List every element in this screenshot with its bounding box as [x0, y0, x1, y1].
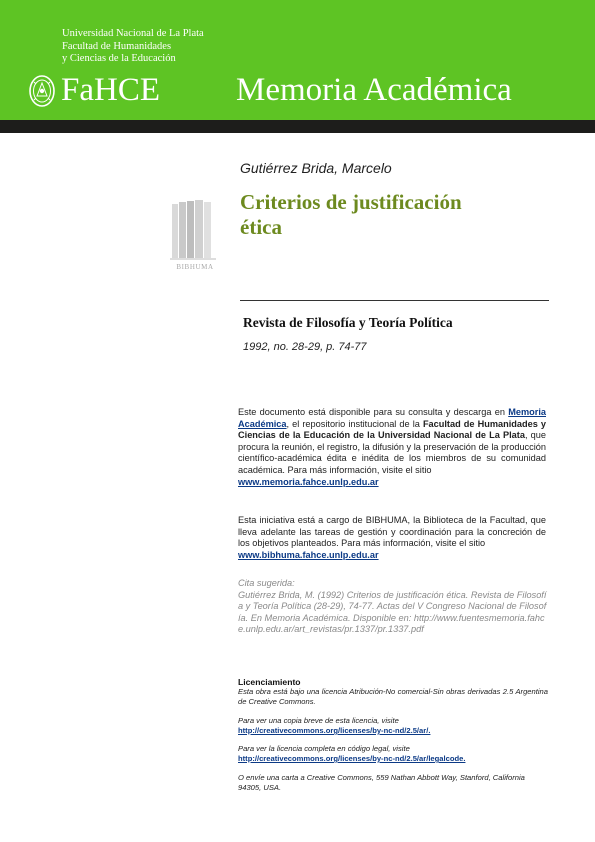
memoria-academica-link[interactable]: Memoria Académica	[238, 407, 546, 429]
article-author: Gutiérrez Brida, Marcelo	[240, 160, 392, 176]
bibhuma-description	[238, 515, 546, 561]
suggested-citation	[238, 578, 548, 636]
license-text: Esta obra está bajo una licencia Atribución-No comercial-Sin obras derivadas 2.5 Argentina de Creative Commons.	[238, 687, 548, 706]
title-line-1: Criterios de justificación	[240, 190, 462, 214]
faculty-name-bold: Facultad de Humanidades y Ciencias de la Educación de la Universidad Nacional de La Plata	[238, 418, 546, 441]
journal-name: Revista de Filosofía y Teoría Política	[243, 315, 453, 330]
section-divider	[240, 300, 549, 301]
bibhuma-text: Esta iniciativa está a cargo de BIBHUMA, la Biblioteca de la Facultad, que lleva adelante las tareas de gestión y coordinación para la concreción de los objetivos planteados. Para más información, visite el sitio	[238, 515, 546, 549]
title-line-2: ética	[240, 215, 282, 239]
license-mail: O envíe una carta a Creative Commons, 559 Nathan Abbott Way, Stanford, California 94305, USA.	[238, 773, 525, 792]
license-short	[238, 716, 548, 736]
memoria-url-link[interactable]: www.memoria.fahce.unlp.edu.ar	[238, 476, 379, 487]
issue-pages: 1992, no. 28-29, p. 74-77	[243, 341, 367, 353]
repository-description	[238, 407, 546, 488]
license-heading: Licenciamiento	[238, 677, 301, 687]
bibhuma-url-link[interactable]: www.bibhuma.fahce.unlp.edu.ar	[238, 549, 379, 560]
license-short-label: Para ver una copia breve de esta licencia, visite	[238, 716, 399, 725]
fahce-logo-text: FaHCE	[61, 72, 160, 108]
faculty-line-2: y Ciencias de la Educación	[62, 53, 176, 64]
license-short-link[interactable]: http://creativecommons.org/licenses/by-nc-nd/2.5/ar/.	[238, 726, 431, 735]
citation-text: Gutiérrez Brida, M. (1992) Criterios de justificación ética. Revista de Filosofía y Teoría Política (28-29), 74-77. Actas del V Congreso Nacional de Filosofía. En Memoria Académica. Disponible en: http://www.fuentesmemoria.fahce.unlp.edu.ar/art_revistas/pr.1337/pr.1337.pdf	[238, 589, 547, 635]
header-divider-band	[0, 120, 595, 133]
university-name	[62, 28, 204, 66]
description-text: Este documento está disponible para su consulta y descarga en	[238, 407, 509, 417]
license-full-label: Para ver la licencia completa en código legal, visite	[238, 744, 410, 753]
license-full-link[interactable]: http://creativecommons.org/licenses/by-nc-nd/2.5/ar/legalcode.	[238, 754, 466, 763]
university-line: Universidad Nacional de La Plata	[62, 28, 204, 39]
description-text: , que procura la reunión, el registro, la difusión y la preservación de la producción científico-académica édita e inédita de los miembros de su comunidad académica. Para más información, visite el sitio	[238, 430, 546, 475]
header-banner	[0, 0, 595, 120]
university-seal-icon	[28, 74, 56, 108]
logo-caption: BIBHUMA	[176, 263, 214, 271]
citation-label: Cita sugerida:	[238, 578, 295, 588]
repository-title: Memoria Académica	[236, 72, 512, 108]
license-full	[238, 744, 548, 764]
bibhuma-logo-icon	[168, 198, 223, 273]
faculty-line: Facultad de Humanidades	[62, 40, 172, 52]
article-title	[240, 190, 560, 240]
description-text: , el repositorio institucional de la	[286, 418, 423, 429]
